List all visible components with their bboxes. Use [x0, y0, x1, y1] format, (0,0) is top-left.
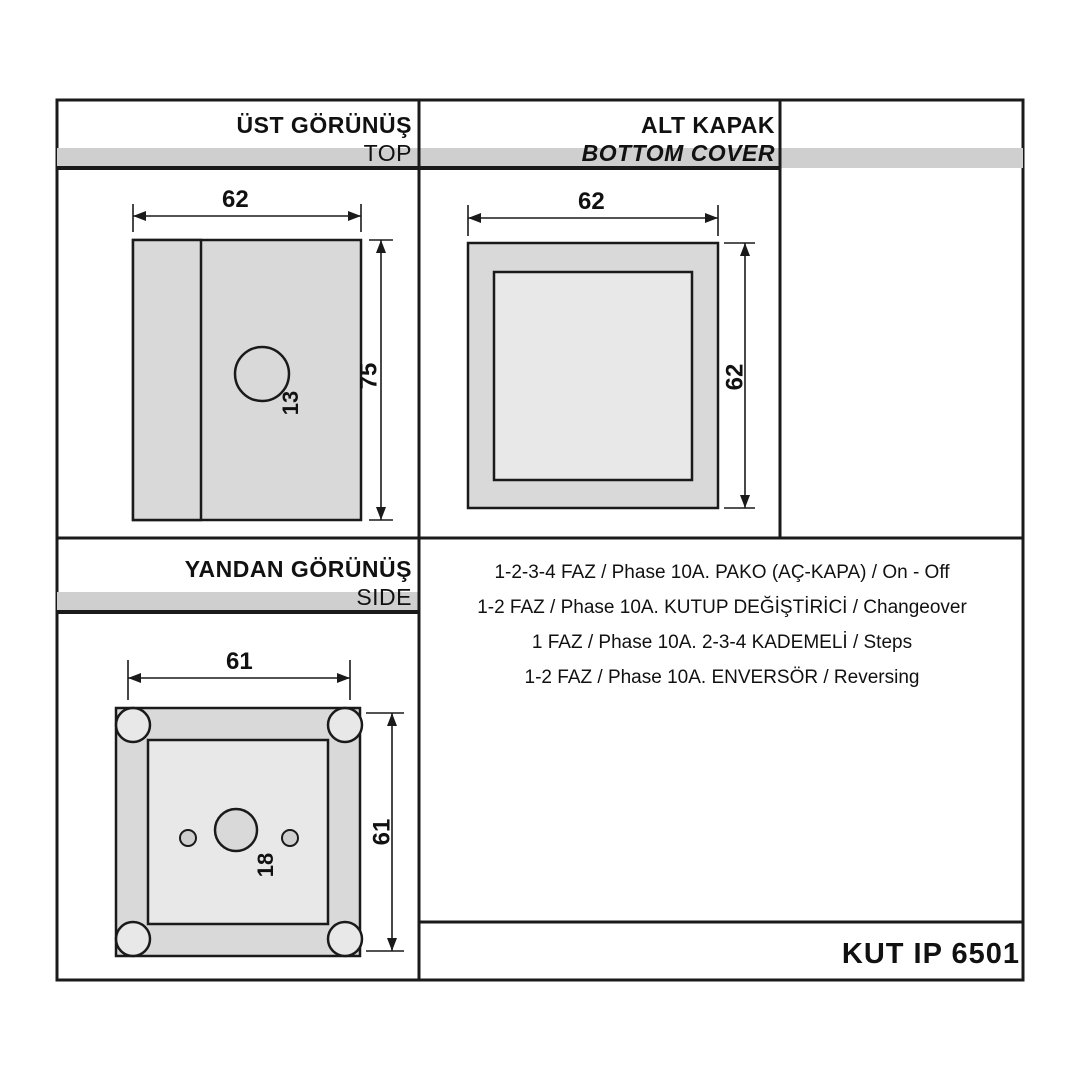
panel-title-top-tr: ÜST GÖRÜNÜŞ [236, 112, 412, 138]
dim-side-height: 61 [368, 818, 396, 846]
spec-line-1: 1-2-3-4 FAZ / Phase 10A. PAKO (AÇ-KAPA) / On - Off [494, 562, 950, 583]
spec-line-4: 1-2 FAZ / Phase 10A. ENVERSÖR / Reversing [524, 667, 920, 688]
dim-top-height: 75 [355, 362, 383, 390]
top-view-drawing [133, 204, 393, 520]
dim-bottom-cover-height: 62 [721, 363, 749, 391]
dim-top-width: 62 [222, 186, 249, 213]
spec-line-2: 1-2 FAZ / Phase 10A. KUTUP DEĞİŞTİRİCİ / Changeover [477, 597, 967, 618]
spec-line-3: 1 FAZ / Phase 10A. 2-3-4 KADEMELİ / Steps [531, 632, 913, 653]
product-code-label: KUT IP 6501 [841, 938, 1020, 970]
bottom-cover-drawing [468, 205, 755, 508]
panel-title-top-en: TOP [363, 140, 412, 166]
panel-title-bottom-cover-tr: ALT KAPAK [641, 112, 775, 138]
dim-side-hole: 18 [253, 852, 279, 878]
panel-title-side-en: SIDE [356, 584, 412, 610]
dim-top-hole: 13 [278, 390, 304, 416]
dim-side-width: 61 [226, 648, 253, 675]
panel-title-bottom-cover-en: BOTTOM COVER [581, 140, 775, 166]
dim-bottom-cover-width: 62 [578, 188, 605, 215]
panel-title-side-tr: YANDAN GÖRÜNÜŞ [184, 556, 412, 582]
